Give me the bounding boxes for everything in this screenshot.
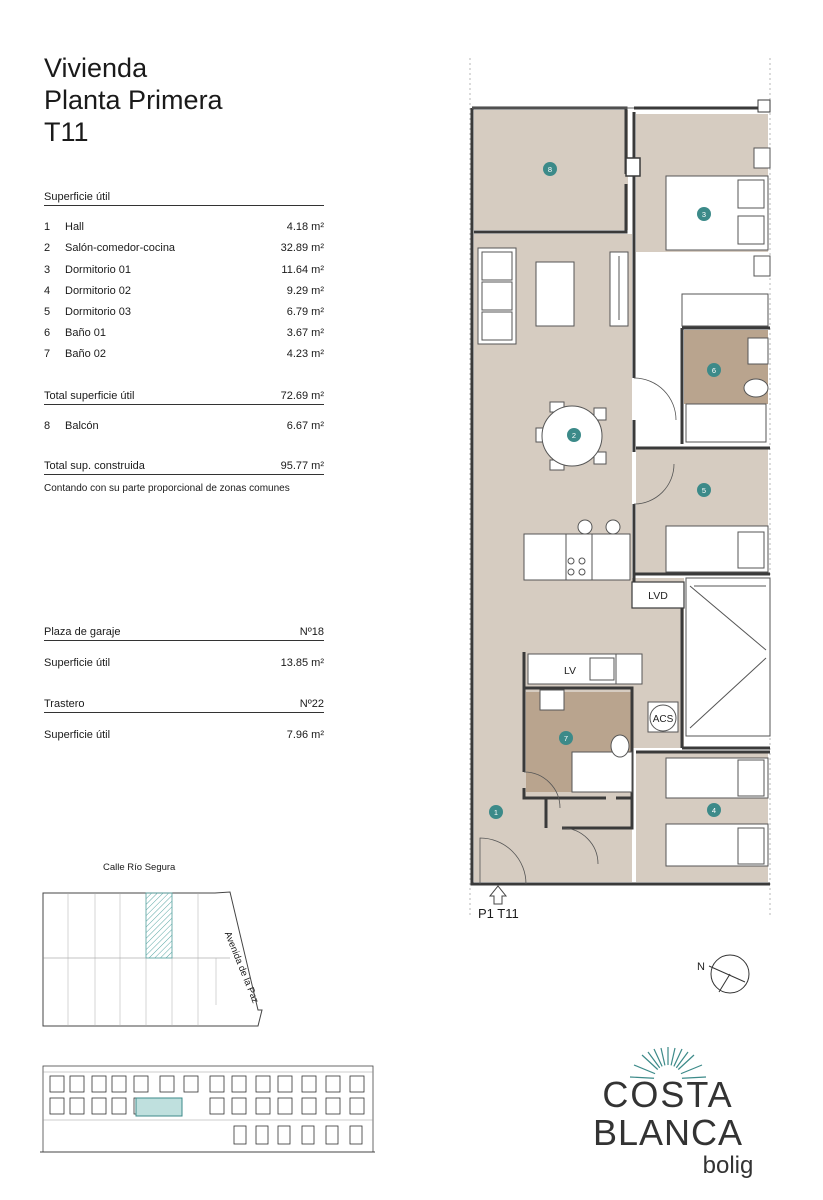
- costa-blanca-logo: [588, 1045, 768, 1185]
- room-row: 4 Dormitorio 02 9.29 m²: [44, 285, 324, 297]
- room-row: 2 Salón-comedor-cocina 32.89 m²: [44, 242, 324, 254]
- marker-7: 7: [563, 734, 569, 743]
- lvd-label: LVD: [648, 590, 668, 602]
- facade-highlight: [136, 1098, 182, 1116]
- marker-2: 2: [571, 431, 577, 440]
- street-label-side: Avenida de la Paz: [221, 930, 261, 1005]
- zonas-comunes-note: Contando con su parte proporcional de zonas comunes: [44, 483, 290, 494]
- acs-label: ACS: [652, 714, 674, 725]
- marker-3: 3: [701, 210, 707, 219]
- total-superficie-util: Total superficie útil 72.69 m²: [44, 390, 324, 405]
- room-row: 3 Dormitorio 01 11.64 m²: [44, 264, 324, 276]
- marker-6: 6: [711, 366, 717, 375]
- logo-line-2: BLANCA: [592, 1112, 744, 1153]
- compass-icon: [695, 952, 755, 1000]
- marker-1: 1: [493, 808, 499, 817]
- logo-line-3: bolig: [702, 1152, 754, 1179]
- marker-4: 4: [711, 806, 717, 815]
- trastero-superficie: Superficie útil 7.96 m²: [44, 729, 324, 741]
- title-line-1: Vivienda: [44, 53, 148, 83]
- room-row: 6 Baño 01 3.67 m²: [44, 327, 324, 339]
- total-construida: Total sup. construida 95.77 m²: [44, 460, 324, 475]
- title-line-3: T11: [44, 117, 89, 147]
- floor-plan: [466, 58, 776, 920]
- logo-line-1: COSTA: [602, 1074, 734, 1115]
- garaje-heading: Plaza de garaje Nº18: [44, 626, 324, 641]
- superficie-heading: Superficie útil: [44, 191, 324, 206]
- marker-5: 5: [701, 486, 707, 495]
- room-row: 5 Dormitorio 03 6.79 m²: [44, 306, 324, 318]
- marker-8: 8: [547, 165, 553, 174]
- page-title: [44, 52, 223, 148]
- facade-elevation: [40, 1058, 375, 1156]
- site-highlight: [146, 893, 172, 958]
- street-label-top: Calle Río Segura: [103, 862, 176, 873]
- lv-label: LV: [563, 665, 577, 677]
- compass-north-letter: N: [697, 961, 705, 973]
- site-plan: [40, 880, 270, 1030]
- balcon-row: 8 Balcón 6.67 m²: [44, 420, 324, 432]
- garaje-superficie: Superficie útil 13.85 m²: [44, 657, 324, 669]
- room-row: 1 Hall 4.18 m²: [44, 221, 324, 233]
- title-line-2: Planta Primera: [44, 85, 223, 115]
- trastero-heading: Trastero Nº22: [44, 698, 324, 713]
- unit-label: P1 T11: [478, 906, 519, 921]
- room-row: 7 Baño 02 4.23 m²: [44, 348, 324, 360]
